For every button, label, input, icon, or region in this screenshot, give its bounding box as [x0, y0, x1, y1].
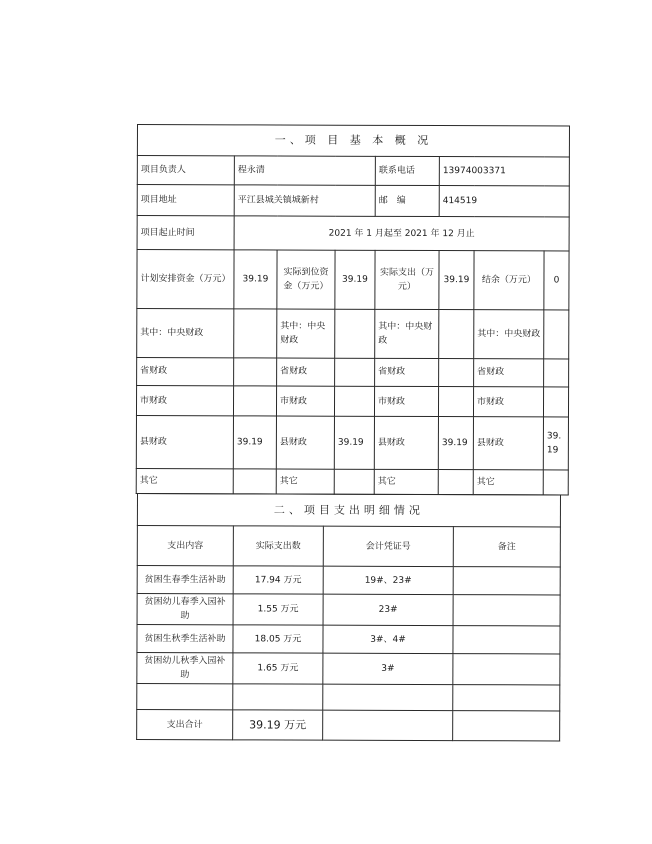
- table-cell: 贫困幼儿春季入园补助: [137, 594, 233, 625]
- project-overview-table: [136, 124, 569, 496]
- funding-row-county: [136, 416, 568, 471]
- table-cell: 1.65 万元: [233, 653, 323, 684]
- table-cell: 其它: [136, 469, 233, 494]
- table-cell: [335, 358, 375, 387]
- received-funds-label: 实际到位资金（万元）: [277, 250, 335, 310]
- table-cell: 3#: [323, 653, 453, 684]
- table-cell: [453, 654, 560, 685]
- funding-row-province: [137, 357, 569, 387]
- table-cell: 县财政: [136, 416, 233, 470]
- table-cell: 其中：中央财政: [137, 309, 234, 358]
- leader-label: 项目负责人: [137, 155, 234, 185]
- table-cell: 17.94 万元: [233, 566, 323, 594]
- balance-label: 结余（万元）: [474, 251, 544, 311]
- table-cell: 39.19: [438, 417, 473, 470]
- table-cell: [334, 470, 374, 495]
- table-cell: 其它: [473, 470, 543, 495]
- table-cell: 39.19: [233, 416, 276, 469]
- table-cell: 其它: [276, 469, 334, 494]
- table-cell: 39.19: [334, 416, 374, 469]
- table-cell: [544, 359, 569, 388]
- table-cell: [543, 470, 568, 495]
- table-cell: 3#、4#: [323, 625, 453, 653]
- column-header: 会计凭证号: [323, 526, 453, 566]
- table-cell: 其它: [374, 470, 438, 495]
- postcode-label: 邮 编: [375, 186, 439, 217]
- table-cell: [543, 387, 568, 417]
- table-row: [137, 653, 560, 685]
- table-row: [137, 566, 560, 595]
- table-cell: 省财政: [375, 358, 439, 387]
- table-cell: [335, 310, 375, 358]
- table-cell: 19#、23#: [323, 566, 453, 594]
- table-cell: 市财政: [473, 387, 543, 417]
- expenditure-detail-table: [136, 493, 560, 734]
- total-value: 39.19 万元: [233, 710, 323, 740]
- table-cell: 其中：中央财政: [375, 310, 439, 358]
- address-value: 平江县城关镇城新村: [234, 185, 375, 216]
- postcode-value: 414519: [439, 186, 569, 217]
- table-cell: 1.55 万元: [233, 594, 323, 625]
- table-cell: 县财政: [374, 416, 438, 470]
- balance-value: 0: [544, 251, 569, 311]
- phone-label: 联系电话: [375, 156, 439, 186]
- table-cell: [323, 710, 453, 740]
- table-cell: 39.19: [543, 417, 568, 470]
- table-row: [137, 625, 560, 654]
- table-cell: [453, 567, 560, 595]
- table-cell: 贫困生春季生活补助: [137, 566, 233, 594]
- table-cell: 省财政: [474, 358, 544, 387]
- table-cell: 市财政: [276, 386, 334, 416]
- table-cell: [438, 470, 473, 495]
- funding-row-central: [137, 309, 569, 359]
- table-cell: [453, 626, 560, 654]
- table-cell: 其中：中央财政: [474, 310, 544, 358]
- spent-funds-value: 39.19: [439, 251, 474, 311]
- table-cell: [439, 310, 474, 358]
- received-funds-value: 39.19: [335, 250, 375, 310]
- period-value: 2021 年 1 月起至 2021 年 12 月止: [234, 216, 569, 251]
- table-cell: [453, 685, 560, 711]
- spent-funds-label: 实际支出（万元）: [375, 250, 439, 310]
- table-cell: [137, 684, 233, 710]
- table-header-row: [137, 526, 560, 567]
- funding-row-city: [136, 386, 568, 417]
- address-label: 项目地址: [137, 185, 234, 216]
- table-cell: [453, 711, 560, 741]
- table-cell: [233, 684, 323, 710]
- total-row: [137, 710, 560, 741]
- table-cell: 县财政: [473, 417, 543, 471]
- table-cell: 省财政: [277, 358, 335, 387]
- table-cell: [234, 309, 277, 357]
- table-cell: 贫困生秋季生活补助: [137, 625, 233, 653]
- table-row: [137, 594, 560, 626]
- column-header: 实际支出数: [233, 526, 323, 566]
- table-cell: 其中：中央财政: [277, 309, 335, 357]
- table-cell: 市财政: [136, 386, 233, 416]
- total-label: 支出合计: [137, 710, 233, 740]
- section2-title: 二、项目支出明细情况: [137, 494, 560, 527]
- leader-value: 程永清: [234, 156, 375, 186]
- table-cell: [233, 469, 276, 494]
- table-cell: 市财政: [374, 387, 438, 417]
- table-cell: [233, 386, 276, 416]
- table-cell: [439, 358, 474, 387]
- section1-title: 一、项 目 基 本 概 况: [137, 125, 569, 157]
- table-cell: [323, 684, 453, 710]
- table-cell: 贫困幼儿秋季入园补助: [137, 653, 233, 684]
- period-label: 项目起止时间: [137, 216, 234, 250]
- table-cell: 18.05 万元: [233, 625, 323, 653]
- planned-funds-label: 计划安排资金（万元）: [137, 250, 234, 310]
- table-row: [137, 684, 560, 711]
- table-cell: [544, 310, 569, 358]
- funding-row-other: [136, 469, 568, 495]
- table-cell: [453, 595, 560, 626]
- column-header: 备注: [453, 527, 560, 567]
- table-cell: 23#: [323, 594, 453, 625]
- table-cell: [438, 387, 473, 417]
- planned-funds-value: 39.19: [234, 250, 277, 310]
- table-cell: 县财政: [276, 416, 334, 469]
- table-cell: 省财政: [137, 357, 234, 386]
- column-header: 支出内容: [137, 526, 233, 566]
- table-cell: [334, 387, 374, 417]
- phone-value: 13974003371: [439, 156, 569, 186]
- table-cell: [234, 357, 277, 386]
